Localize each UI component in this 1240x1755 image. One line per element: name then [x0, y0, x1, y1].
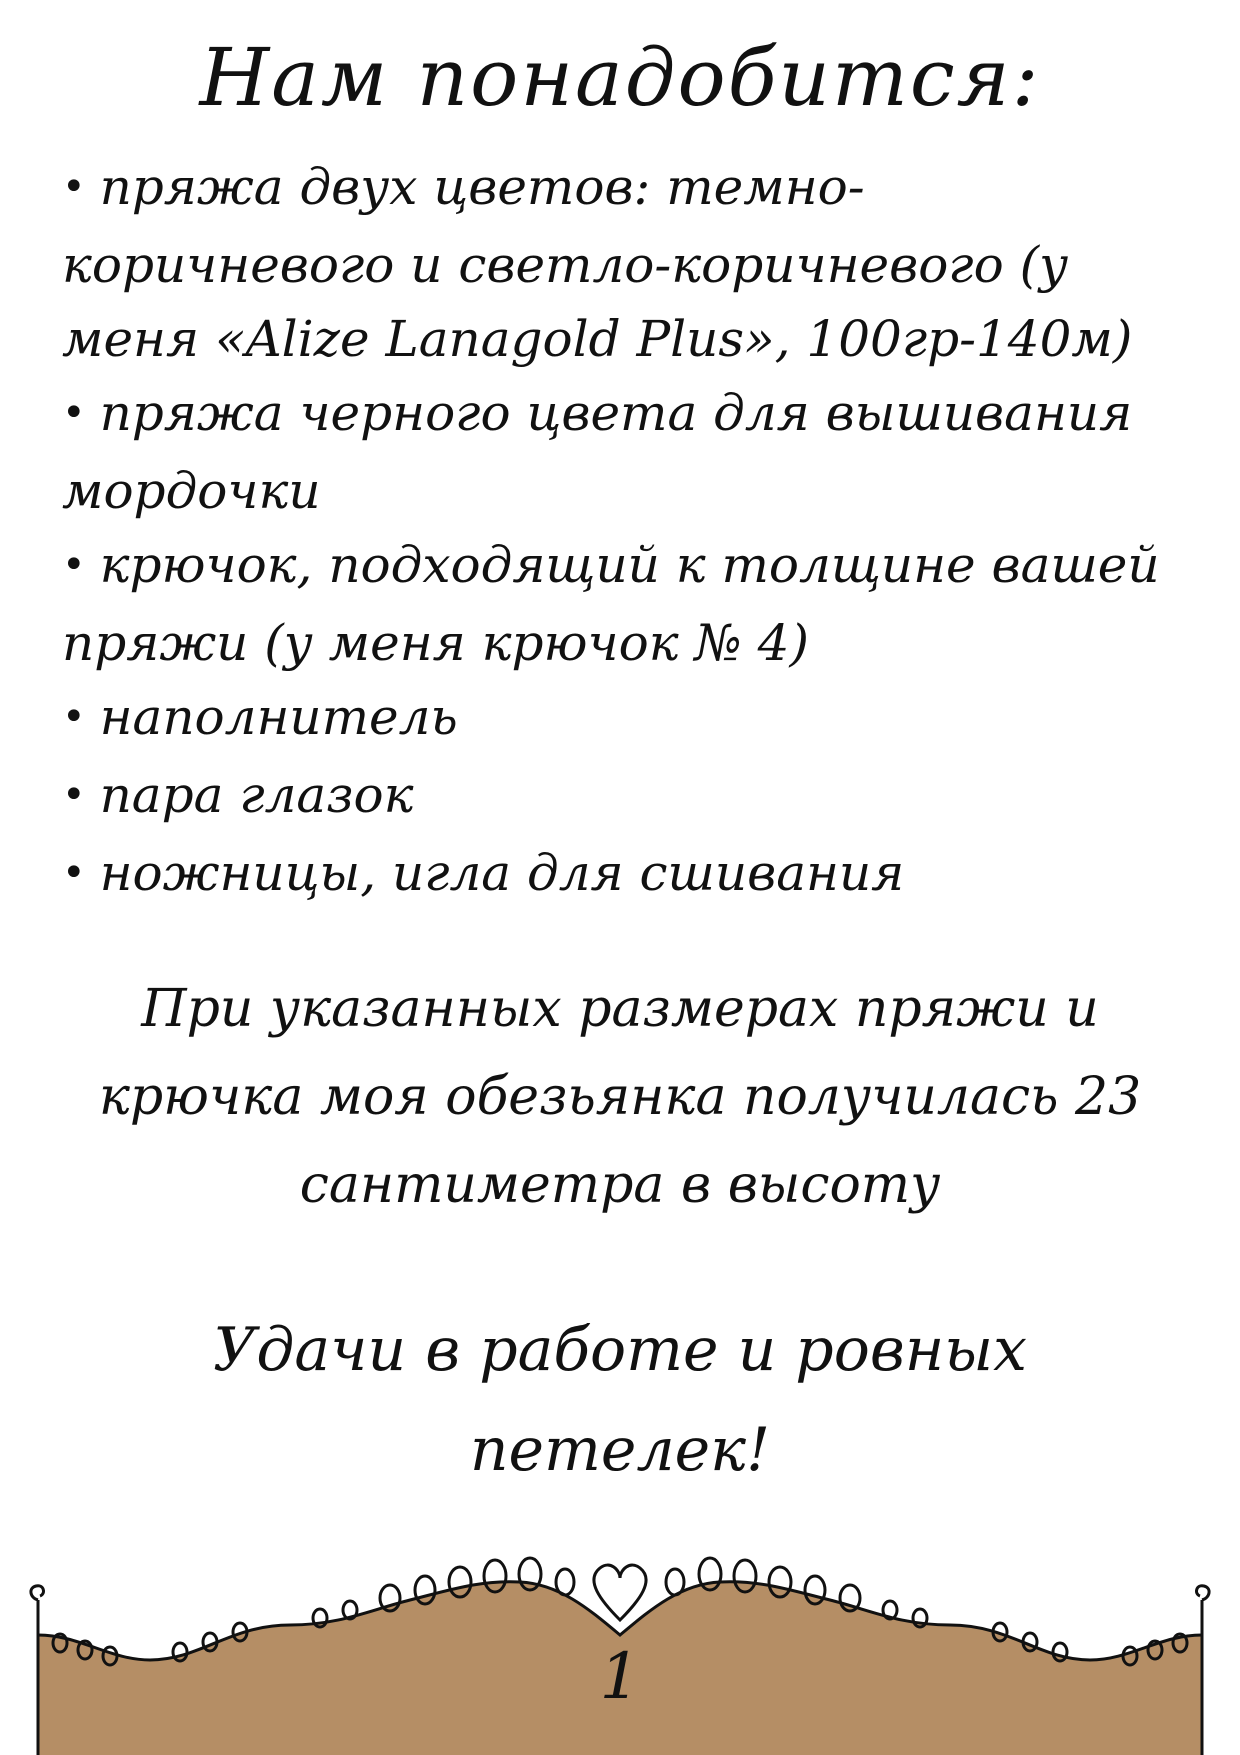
list-item — [62, 376, 1172, 528]
bullet-icon: • — [62, 772, 86, 818]
curl-icon — [1197, 1586, 1210, 1600]
heart-icon — [594, 1565, 646, 1620]
list-item-text: пара глазок — [99, 766, 414, 824]
list-item — [62, 150, 1172, 376]
list-item — [62, 758, 1172, 836]
size-note: При указанных размерах пряжи и крючка моя обезьянка получилась 23 сантиметра в высоту — [98, 979, 1142, 1215]
bullet-icon: • — [62, 542, 86, 588]
page-title: Нам понадобится: — [199, 31, 1041, 124]
list-item — [62, 680, 1172, 758]
list-item-text: пряжа черного цвета для вышивания мордочки — [62, 384, 1133, 520]
materials-list — [62, 150, 1172, 914]
bullet-icon: • — [62, 390, 86, 436]
list-item-text: крючок, подходящий к толщине вашей пряжи (у меня крючок № 4) — [62, 536, 1160, 672]
page-number: 1 — [599, 1640, 641, 1714]
list-item — [62, 836, 1172, 914]
bullet-icon: • — [62, 164, 86, 210]
list-item-text: пряжа двух цветов: темно-коричневого и светло-коричневого (у меня «Alize Lanagold Plus», 100гр-140м) — [62, 158, 1133, 368]
list-item-text: наполнитель — [99, 688, 458, 746]
curl-icon — [31, 1586, 44, 1600]
bullet-icon: • — [62, 850, 86, 896]
bullet-icon: • — [62, 694, 86, 740]
list-item — [62, 528, 1172, 680]
list-item-text: ножницы, игла для сшивания — [99, 844, 905, 902]
wishes-text: Удачи в работе и ровных петелек! — [213, 1315, 1027, 1485]
